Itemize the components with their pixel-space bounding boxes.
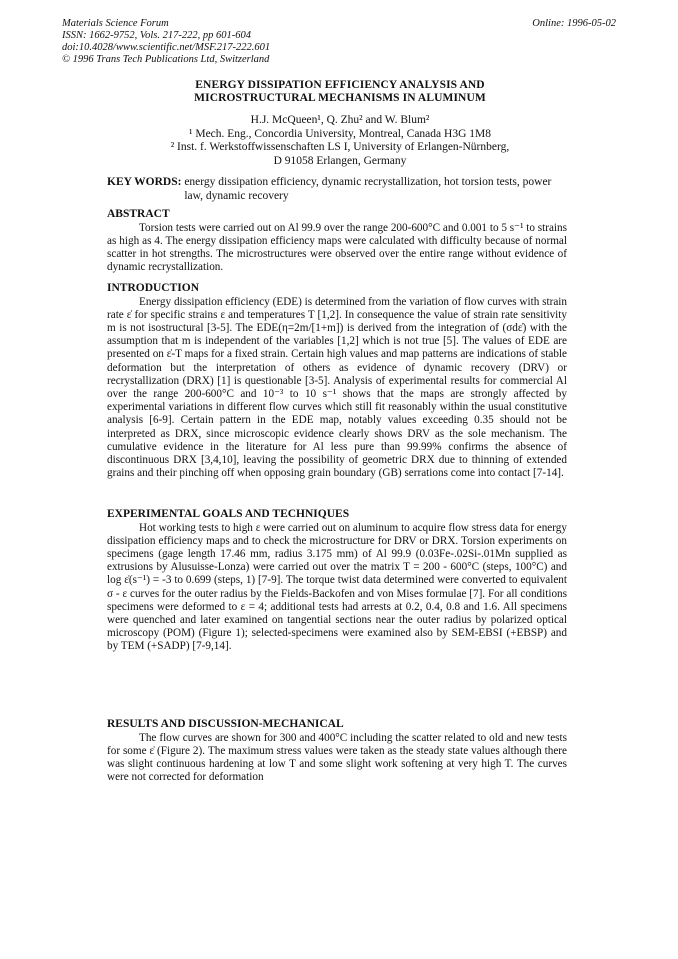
experimental-section bbox=[107, 508, 567, 654]
introduction-heading: INTRODUCTION bbox=[107, 282, 200, 294]
author-block bbox=[90, 114, 590, 168]
title-line-2: MICROSTRUCTURAL MECHANISMS IN ALUMINUM bbox=[194, 92, 486, 104]
paper-title bbox=[90, 79, 590, 105]
abstract-text: Torsion tests were carried out on Al 99.9 over the range 200-600°C and 0.001 to 5 s⁻¹ to strains as high as 4. The energy dissipation efficiency maps were calculated with difficulty because of normal scatter in hot strengths. The microstructures were observed over the entire range without evidence of dynamic recrystallization. bbox=[107, 221, 567, 274]
abstract-heading: ABSTRACT bbox=[107, 208, 170, 220]
results-text: The flow curves are shown for 300 and 400°C including the scatter related to old and new tests for some ε̇ (Figure 2). The maximum stress values were taken as the steady state values although there was slight continuous hardening at low T and some slight work softening at very high T. The curves were not corrected for deformation bbox=[107, 731, 567, 784]
experimental-text: Hot working tests to high ε were carried out on aluminum to acquire flow stress data for energy dissipation efficiency maps and to check the microstructure for DRV or DRX. Torsion experiments on specimens (gage length 17.46 mm, radius 3.175 mm) of Al 99.9 (0.03Fe-.02Si-.01Mn supplied as extrusions by Alusuisse-Lonza) were carried out over the matrix T = 200 - 600°C (steps, 100°C) and log ε̇(s⁻¹) = -3 to 0.699 (steps, 1) [7-9]. The torque twist data determined were converted to equivalent σ - ε curves for the outer radius by the Fields-Backofen and von Mises formulae [7]. For all conditions specimens were deformed to ε = 4; additional tests had arrests at 0.2, 0.4, 0.8 and 1.6. All specimens were quenched and later examined on tangential sections near the outer radius by polarized optical microscopy (POM) (Figure 1); selected-specimens were examined also by SEM-EBSI (+EBSP) and by TEM (+SADP) [7-9,14]. bbox=[107, 521, 567, 653]
affiliation-3: D 91058 Erlangen, Germany bbox=[273, 154, 407, 167]
introduction-section bbox=[107, 282, 567, 480]
abstract-section bbox=[107, 208, 567, 274]
affiliation-2: ² Inst. f. Werkstoffwissenschaften LS I, University of Erlangen-Nürnberg, bbox=[170, 141, 510, 153]
affiliation-1: ¹ Mech. Eng., Concordia University, Montreal, Canada H3G 1M8 bbox=[189, 127, 491, 140]
keywords-block bbox=[107, 176, 567, 203]
issn-line: ISSN: 1662-9752, Vols. 217-222, pp 601-604 bbox=[62, 30, 251, 41]
keywords-label: KEY WORDS: bbox=[107, 176, 185, 188]
journal-name: Materials Science Forum bbox=[62, 18, 169, 29]
results-heading: RESULTS AND DISCUSSION-MECHANICAL bbox=[107, 718, 344, 730]
introduction-text: Energy dissipation efficiency (EDE) is determined from the variation of flow curves with strain rate ε̇ for specific strains ε and temperatures T [1,2]. In consequence the value of strain rate sensitivity m is not isostructural [3-5]. The EDE(η=2m/[1+m]) is derived from the integration of (σdε̇) with the assumption that m is independent of the variables [1,2] which is not true [5]. The values of EDE are presented on ε̇-T maps for a fixed strain. Certain high values and map patterns are indications of stable deformation but the interpretation of others as evidence of dynamic recovery (DRV) or recrystallization (DRX) [1] is questionable [3-5]. Analysis of experimental results for commercial Al over the range 200-600°C and 10⁻³ to 10 s⁻¹ shows that the maps are strongly affected by experimental variations in different flow curves which still fit reasonably within the usual constitutive analysis [6-9]. Certain pattern in the EDE map, notably values exceeding 0.35 should not be interpreted as DRX, since microscopic evidence clearly shows DRV as the sole mechanism. The cumulative evidence in the literature for Al less pure than 99.99% confirms the absence of discontinuous DRX [3,4,10], leaving the possibility of geometric DRX due to thinning of extended grains and their pinching off when opposing grain boundary (GB) serrations come into contact [7-14]. bbox=[107, 295, 567, 480]
keywords-text: energy dissipation efficiency, dynamic recrystallization, hot torsion tests, power law, dynamic recovery bbox=[184, 176, 552, 202]
results-section bbox=[107, 718, 567, 784]
doi-link[interactable]: doi:10.4028/www.scientific.net/MSF.217-222.601 bbox=[62, 42, 271, 53]
author-names: H.J. McQueen¹, Q. Zhu² and W. Blum² bbox=[250, 114, 430, 126]
title-line-1: ENERGY DISSIPATION EFFICIENCY ANALYSIS AND bbox=[195, 79, 485, 91]
journal-header bbox=[62, 18, 618, 66]
online-date: Online: 1996-05-02 bbox=[532, 18, 616, 29]
copyright-line: © 1996 Trans Tech Publications Ltd, Switzerland bbox=[62, 54, 270, 65]
experimental-heading: EXPERIMENTAL GOALS AND TECHNIQUES bbox=[107, 508, 350, 520]
